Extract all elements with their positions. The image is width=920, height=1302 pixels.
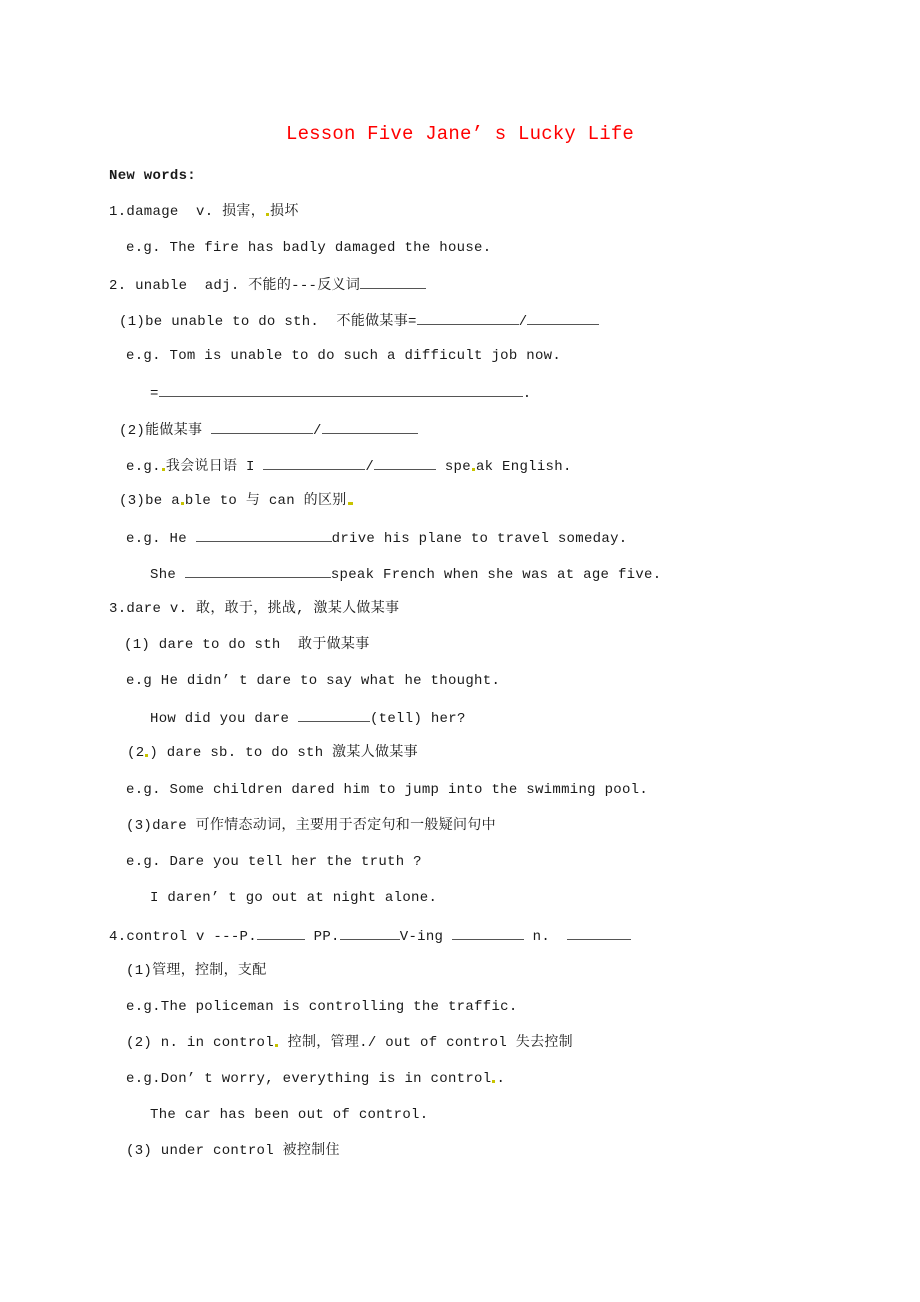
word-damage-example: e.g. The fire has badly damaged the house. bbox=[126, 240, 492, 256]
dare-sub3-example1: e.g. Dare you tell her the truth ? bbox=[126, 854, 422, 870]
answer-blank[interactable] bbox=[452, 925, 524, 940]
example-text: She bbox=[150, 567, 185, 583]
sub2-text: ) dare sb. to do sth 激某人做某事 bbox=[149, 745, 418, 761]
example-text: drive his plane to travel someday. bbox=[331, 531, 628, 547]
headword-text: 2. unable adj. 不能的---反义词 bbox=[109, 278, 361, 294]
sub1-text: (1)be unable to do sth. 不能做某事= bbox=[119, 314, 417, 330]
sub2-text: 控制，管理./ out of control 失去控制 bbox=[278, 1035, 573, 1051]
headword-text: V-ing bbox=[399, 929, 452, 945]
answer-blank[interactable] bbox=[527, 310, 599, 325]
headword-tail: 损坏 bbox=[270, 204, 299, 220]
control-sub1: (1)管理，控制，支配 bbox=[126, 963, 267, 979]
unable-sub3 bbox=[119, 491, 354, 511]
eg-label: e.g. bbox=[126, 459, 161, 475]
answer-blank[interactable] bbox=[211, 419, 313, 434]
dare-sub1-example1: e.g He didn’ t dare to say what he thought. bbox=[126, 673, 501, 689]
dare-sub1: (1) dare to do sth 敢于做某事 bbox=[124, 637, 370, 653]
period: . bbox=[522, 386, 532, 402]
sub2-text: (2 bbox=[127, 745, 145, 761]
answer-blank[interactable] bbox=[374, 455, 436, 470]
dare-sub1-example2 bbox=[150, 707, 466, 729]
sub3-text: ble to 与 can 的区别 bbox=[184, 493, 347, 509]
separator: / bbox=[518, 314, 528, 330]
headword-text: n. bbox=[523, 929, 568, 945]
control-sub2-example1 bbox=[126, 1069, 505, 1089]
answer-blank[interactable] bbox=[257, 925, 305, 940]
answer-blank[interactable] bbox=[417, 310, 519, 325]
example-text: e.g. He bbox=[126, 531, 196, 547]
unable-sub2-example bbox=[126, 455, 572, 477]
unable-sub3-example2 bbox=[150, 563, 661, 585]
revision-mark bbox=[181, 502, 184, 505]
lesson-title: Lesson Five Jane’ s Lucky Life bbox=[285, 123, 635, 145]
revision-mark bbox=[145, 754, 148, 757]
word-control-headword bbox=[109, 925, 631, 947]
answer-blank[interactable] bbox=[298, 707, 370, 722]
headword-text: 1.damage v. 损害， bbox=[109, 204, 266, 220]
answer-blank[interactable] bbox=[360, 274, 426, 289]
dare-sub3-example2: I daren’ t go out at night alone. bbox=[150, 890, 438, 906]
revision-mark bbox=[472, 468, 475, 471]
answer-blank[interactable] bbox=[567, 925, 631, 940]
unable-sub3-example1 bbox=[126, 527, 627, 549]
separator: / bbox=[365, 459, 375, 475]
sub3-text: (3)be a bbox=[119, 493, 180, 509]
control-sub1-example: e.g.The policeman is controlling the traffic. bbox=[126, 999, 518, 1015]
control-sub3: (3) under control 被控制住 bbox=[126, 1143, 340, 1159]
revision-mark bbox=[275, 1044, 278, 1047]
unable-sub1-rewrite bbox=[150, 382, 531, 404]
revision-mark bbox=[266, 213, 269, 216]
answer-blank[interactable] bbox=[322, 419, 418, 434]
control-sub2 bbox=[126, 1033, 573, 1053]
example-text: spe bbox=[436, 459, 471, 475]
headword-text: 4.control v ---P. bbox=[109, 929, 257, 945]
word-dare-headword: 3.dare v. 敢，敢于，挑战, 激某人做某事 bbox=[109, 601, 400, 617]
example-text: (tell) her? bbox=[369, 711, 466, 727]
equals-sign: = bbox=[150, 386, 159, 402]
separator: / bbox=[313, 423, 322, 439]
answer-blank[interactable] bbox=[185, 563, 331, 578]
headword-text: PP. bbox=[304, 929, 340, 945]
example-text: How did you dare bbox=[150, 711, 298, 727]
dare-sub2 bbox=[127, 743, 418, 763]
word-unable-headword bbox=[109, 274, 426, 296]
period: . bbox=[496, 1071, 506, 1087]
answer-blank[interactable] bbox=[159, 382, 523, 397]
word-damage-headword bbox=[109, 202, 299, 222]
unable-sub1-example: e.g. Tom is unable to do such a difficult job now. bbox=[126, 348, 562, 364]
sub2-text: (2)能做某事 bbox=[119, 423, 212, 439]
unable-sub2 bbox=[119, 419, 418, 441]
example-text: speak French when she was at age five. bbox=[330, 567, 662, 583]
control-sub2-example2: The car has been out of control. bbox=[150, 1107, 429, 1123]
revision-mark bbox=[348, 502, 353, 505]
example-text: 我会说日语 I bbox=[165, 459, 264, 475]
dare-sub2-example: e.g. Some children dared him to jump into the swimming pool. bbox=[126, 782, 649, 798]
sub2-text: (2) n. in control bbox=[126, 1035, 274, 1051]
answer-blank[interactable] bbox=[263, 455, 365, 470]
unable-sub1 bbox=[119, 310, 599, 332]
answer-blank[interactable] bbox=[196, 527, 332, 542]
example-text: ak English. bbox=[475, 459, 572, 475]
dare-sub3: (3)dare 可作情态动词，主要用于否定句和一般疑问句中 bbox=[126, 818, 496, 834]
example-text: e.g.Don’ t worry, everything is in control bbox=[126, 1071, 492, 1087]
answer-blank[interactable] bbox=[340, 925, 400, 940]
revision-mark bbox=[162, 468, 165, 471]
section-heading: New words: bbox=[109, 168, 197, 184]
